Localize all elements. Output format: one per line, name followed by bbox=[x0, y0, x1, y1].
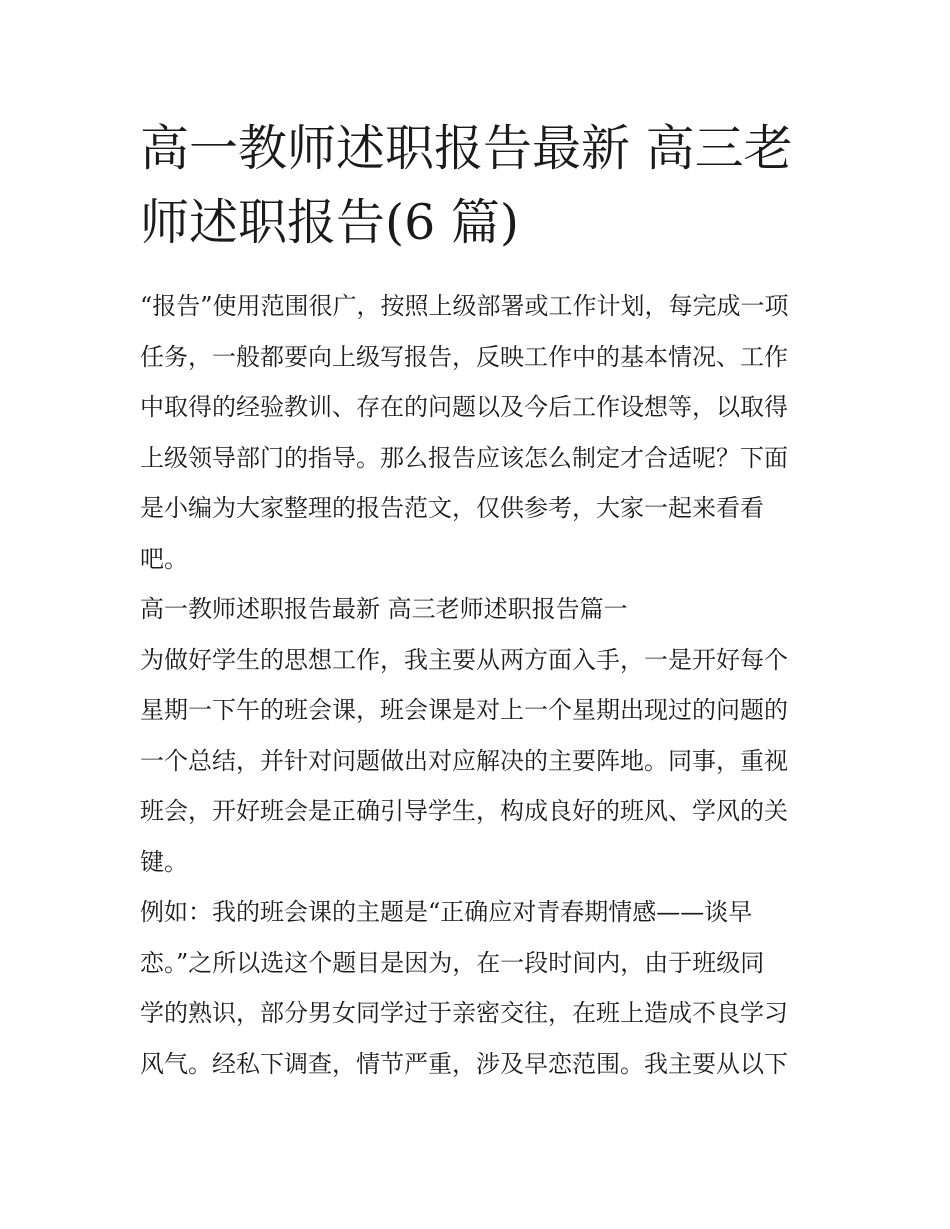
intro-line: 是小编为大家整理的报告范文，仅供参考，大家一起来看看 bbox=[140, 494, 764, 522]
page-title bbox=[140, 112, 820, 260]
intro-line: 中取得的经验教训、存在的问题以及今后工作设想等，以取得 bbox=[140, 393, 788, 421]
section-line: 为做好学生的思想工作，我主要从两方面入手，一是开好每个 bbox=[140, 645, 788, 674]
intro-line: 吧。 bbox=[140, 544, 188, 573]
title-line-2: 师述职报告(6 篇) bbox=[140, 194, 519, 251]
intro-line: “报告”使用范围很广，按照上级部署或工作计划，每完成一项 bbox=[140, 292, 789, 320]
example-line: 风气。经私下调查，情节严重，涉及早恋范围。我主要从以下 bbox=[140, 1049, 788, 1078]
example-line: 学的熟识，部分男女同学过于亲密交往，在班上造成不良学习 bbox=[140, 999, 788, 1027]
section-line: 班会，开好班会是正确引导学生，构成良好的班风、学风的关 bbox=[140, 797, 788, 825]
intro-line: 上级领导部门的指导。那么报告应该怎么制定才合适呢？下面 bbox=[140, 443, 788, 472]
intro-line: 任务，一般都要向上级写报告，反映工作中的基本情况、工作 bbox=[140, 342, 788, 371]
section-line: 星期一下午的班会课，班会课是对上一个星期出现过的问题的 bbox=[140, 696, 788, 724]
example-line: 恋。”之所以选这个题目是因为，在一段时间内，由于班级同 bbox=[140, 948, 765, 977]
section-line: 键。 bbox=[140, 847, 188, 876]
section-line: 一个总结，并针对问题做出对应解决的主要阵地。同事，重视 bbox=[140, 746, 788, 775]
example-line: 例如：我的班会课的主题是“正确应对青春期情感——谈早 bbox=[140, 898, 753, 926]
document-body bbox=[140, 281, 830, 1089]
title-line-1: 高一教师述职报告最新 高三老 bbox=[140, 120, 793, 177]
section-heading: 高一教师述职报告最新 高三老师述职报告篇一 bbox=[140, 595, 628, 623]
